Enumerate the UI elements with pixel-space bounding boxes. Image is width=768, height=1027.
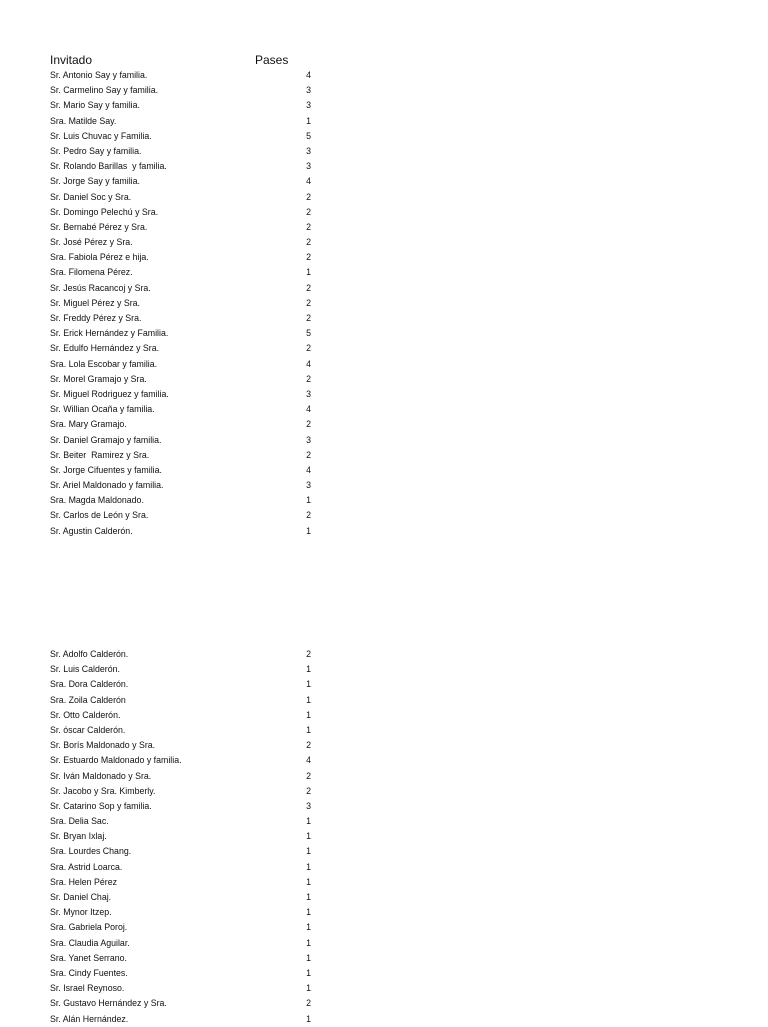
guest-row [50,98,320,113]
column-header-guest: Invitado [50,53,93,67]
guest-name: Sr. Mynor Itzep. [50,907,112,918]
guest-passes: 1 [306,967,311,978]
guest-row [50,68,320,83]
guest-passes: 4 [306,358,311,369]
guest-row [50,769,320,784]
guest-passes: 2 [306,419,311,430]
guest-passes: 2 [306,191,311,202]
guest-name: Sra. Magda Maldonado. [50,495,144,506]
guest-row [50,493,320,508]
guest-name: Sr. Erick Hernández y Familia. [50,328,169,339]
guest-name: Sr. óscar Calderón. [50,724,126,735]
guest-name: Sr. Bryan Ixlaj. [50,831,107,842]
guest-row [50,463,320,478]
table-header [50,53,320,69]
guest-row [50,723,320,738]
guest-passes: 4 [306,404,311,415]
guest-passes: 3 [306,100,311,111]
guest-passes: 1 [306,679,311,690]
guest-passes: 1 [306,876,311,887]
guest-name: Sr. Bernabé Pérez y Sra. [50,221,148,232]
guest-passes: 1 [306,709,311,720]
guest-row [50,129,320,144]
guest-passes: 2 [306,252,311,263]
guest-name: Sr. Luis Calderón. [50,664,120,675]
guest-name: Sra. Fabiola Pérez e hija. [50,252,149,263]
guest-passes: 2 [306,221,311,232]
guest-passes: 4 [306,464,311,475]
guest-name: Sr. Alán Hernández. [50,1013,129,1024]
guest-name: Sr. Borís Maldonado y Sra. [50,740,156,751]
guest-row [50,708,320,723]
guest-row [50,235,320,250]
guest-passes: 1 [306,922,311,933]
guest-passes: 2 [306,297,311,308]
guest-row [50,341,320,356]
guest-name: Sr. Miguel Pérez y Sra. [50,297,140,308]
guest-name: Sr. Rolando Barillas y familia. [50,161,167,172]
guest-row [50,508,320,523]
guest-name: Sr. Pedro Say y familia. [50,145,142,156]
guest-row [50,753,320,768]
guest-row [50,387,320,402]
guest-row [50,159,320,174]
guest-name: Sra. Cindy Fuentes. [50,967,128,978]
guest-name: Sr. Willian Ocaña y familia. [50,404,155,415]
guest-passes: 2 [306,785,311,796]
guest-row [50,326,320,341]
guest-name: Sr. Daniel Gramajo y familia. [50,434,162,445]
guest-row [50,920,320,935]
guest-passes: 1 [306,115,311,126]
guest-name: Sr. Agustin Calderón. [50,525,133,536]
guest-passes: 1 [306,831,311,842]
guest-row [50,693,320,708]
guest-passes: 2 [306,649,311,659]
guest-passes: 1 [306,1013,311,1024]
guest-row [50,448,320,463]
guest-name: Sra. Zoila Calderón [50,694,126,705]
guest-row [50,1012,320,1027]
guest-passes: 1 [306,907,311,918]
guest-row [50,860,320,875]
guest-row [50,417,320,432]
guest-name: Sra. Helen Pérez [50,876,117,887]
guest-row [50,265,320,280]
guest-name: Sr. Freddy Pérez y Sra. [50,313,142,323]
guest-name: Sr. Morel Gramajo y Sra. [50,373,147,384]
guest-row [50,951,320,966]
guest-row [50,372,320,387]
guest-passes: 1 [306,267,311,278]
guest-row [50,875,320,890]
guest-passes: 2 [306,449,311,460]
guest-name: Sra. Yanet Serrano. [50,952,127,963]
guest-row [50,281,320,296]
guest-passes: 1 [306,937,311,948]
guest-row [50,996,320,1011]
guest-row [50,647,320,662]
guest-name: Sr. Jorge Say y familia. [50,176,140,187]
guest-passes: 2 [306,998,311,1009]
guest-passes: 3 [306,434,311,445]
guest-name: Sr. Jesús Racancoj y Sra. [50,282,151,293]
guest-passes: 1 [306,495,311,506]
guest-row [50,814,320,829]
guest-passes: 2 [306,282,311,293]
guest-row [50,524,320,539]
guest-passes: 2 [306,206,311,217]
guest-passes: 1 [306,952,311,963]
guest-row [50,738,320,753]
guest-name: Sra. Mary Gramajo. [50,419,127,430]
guest-name: Sr. Catarino Sop y familia. [50,800,152,811]
guest-name: Sr. Daniel Chaj. [50,892,112,902]
guest-name: Sra. Matilde Say. [50,115,117,126]
guest-name: Sra. Gabriela Poroj. [50,922,128,933]
guest-row [50,981,320,996]
guest-passes: 5 [306,130,311,141]
guest-row [50,402,320,417]
guest-row [50,966,320,981]
guest-passes: 1 [306,694,311,705]
guest-name: Sr. Jacobo y Sra. Kimberly. [50,785,156,796]
guest-name: Sr. Jorge Cifuentes y familia. [50,464,162,475]
guest-row [50,205,320,220]
guest-passes: 3 [306,145,311,156]
guest-row [50,433,320,448]
guest-row [50,844,320,859]
guest-passes: 2 [306,770,311,781]
guest-name: Sr. Miguel Rodriguez y familia. [50,388,169,399]
guest-row [50,190,320,205]
guest-name: Sra. Dora Calderón. [50,679,129,690]
guest-passes: 1 [306,846,311,857]
guest-name: Sr. José Pérez y Sra. [50,237,133,248]
guest-passes: 1 [306,861,311,872]
guest-name: Sr. Estuardo Maldonado y familia. [50,755,182,766]
guest-passes: 3 [306,85,311,96]
guest-row [50,829,320,844]
guest-row [50,114,320,129]
guest-row [50,799,320,814]
guest-passes: 3 [306,480,311,491]
guest-row [50,144,320,159]
guest-passes: 1 [306,816,311,827]
guest-name: Sr. Mario Say y familia. [50,100,140,111]
guest-passes: 2 [306,740,311,751]
guest-passes: 1 [306,983,311,994]
guest-passes: 1 [306,892,311,902]
guest-passes: 2 [306,237,311,248]
guest-name: Sra. Astrid Loarca. [50,861,123,872]
guest-row [50,936,320,951]
guest-passes: 2 [306,313,311,323]
guest-passes: 1 [306,525,311,536]
guest-name: Sra. Lourdes Chang. [50,846,132,857]
guest-row [50,890,320,905]
column-header-passes: Pases [255,53,289,67]
guest-passes: 2 [306,373,311,384]
guest-name: Sr. Daniel Soc y Sra. [50,191,132,202]
guest-row [50,174,320,189]
guest-row [50,83,320,98]
guest-name: Sr. Domingo Pelechú y Sra. [50,206,159,217]
guest-passes: 3 [306,388,311,399]
guest-name: Sr. Carmelino Say y familia. [50,85,159,96]
guest-name: Sra. Delia Sac. [50,816,109,827]
guest-passes: 1 [306,724,311,735]
guest-passes: 4 [306,70,311,80]
guest-row [50,220,320,235]
guest-name: Sr. Iván Maldonado y Sra. [50,770,152,781]
guest-row [50,357,320,372]
guest-row [50,311,320,326]
guest-row [50,905,320,920]
guest-passes: 1 [306,664,311,675]
guest-passes: 4 [306,176,311,187]
guest-row [50,296,320,311]
guest-name: Sr. Antonio Say y familia. [50,70,148,80]
guest-name: Sr. Carlos de León y Sra. [50,510,149,521]
guest-name: Sr. Adolfo Calderón. [50,649,129,659]
guest-passes: 2 [306,343,311,354]
guest-name: Sr. Gustavo Hernández y Sra. [50,998,167,1009]
guest-row [50,250,320,265]
guest-list-block-1 [50,68,320,539]
guest-passes: 4 [306,755,311,766]
guest-row [50,662,320,677]
guest-passes: 5 [306,328,311,339]
guest-name: Sr. Beiter Ramirez y Sra. [50,449,150,460]
guest-passes: 3 [306,161,311,172]
guest-name: Sra. Filomena Pérez. [50,267,133,278]
guest-name: Sr. Israel Reynoso. [50,983,125,994]
guest-row [50,784,320,799]
guest-row [50,478,320,493]
guest-name: Sra. Lola Escobar y familia. [50,358,158,369]
guest-name: Sr. Luis Chuvac y Familia. [50,130,152,141]
guest-passes: 3 [306,800,311,811]
guest-list-block-2 [50,647,320,1027]
guest-passes: 2 [306,510,311,521]
guest-name: Sr. Edulfo Hernández y Sra. [50,343,160,354]
guest-row [50,677,320,692]
guest-name: Sra. Claudia Aguilar. [50,937,130,948]
guest-name: Sr. Otto Calderón. [50,709,121,720]
guest-name: Sr. Ariel Maldonado y familia. [50,480,164,491]
